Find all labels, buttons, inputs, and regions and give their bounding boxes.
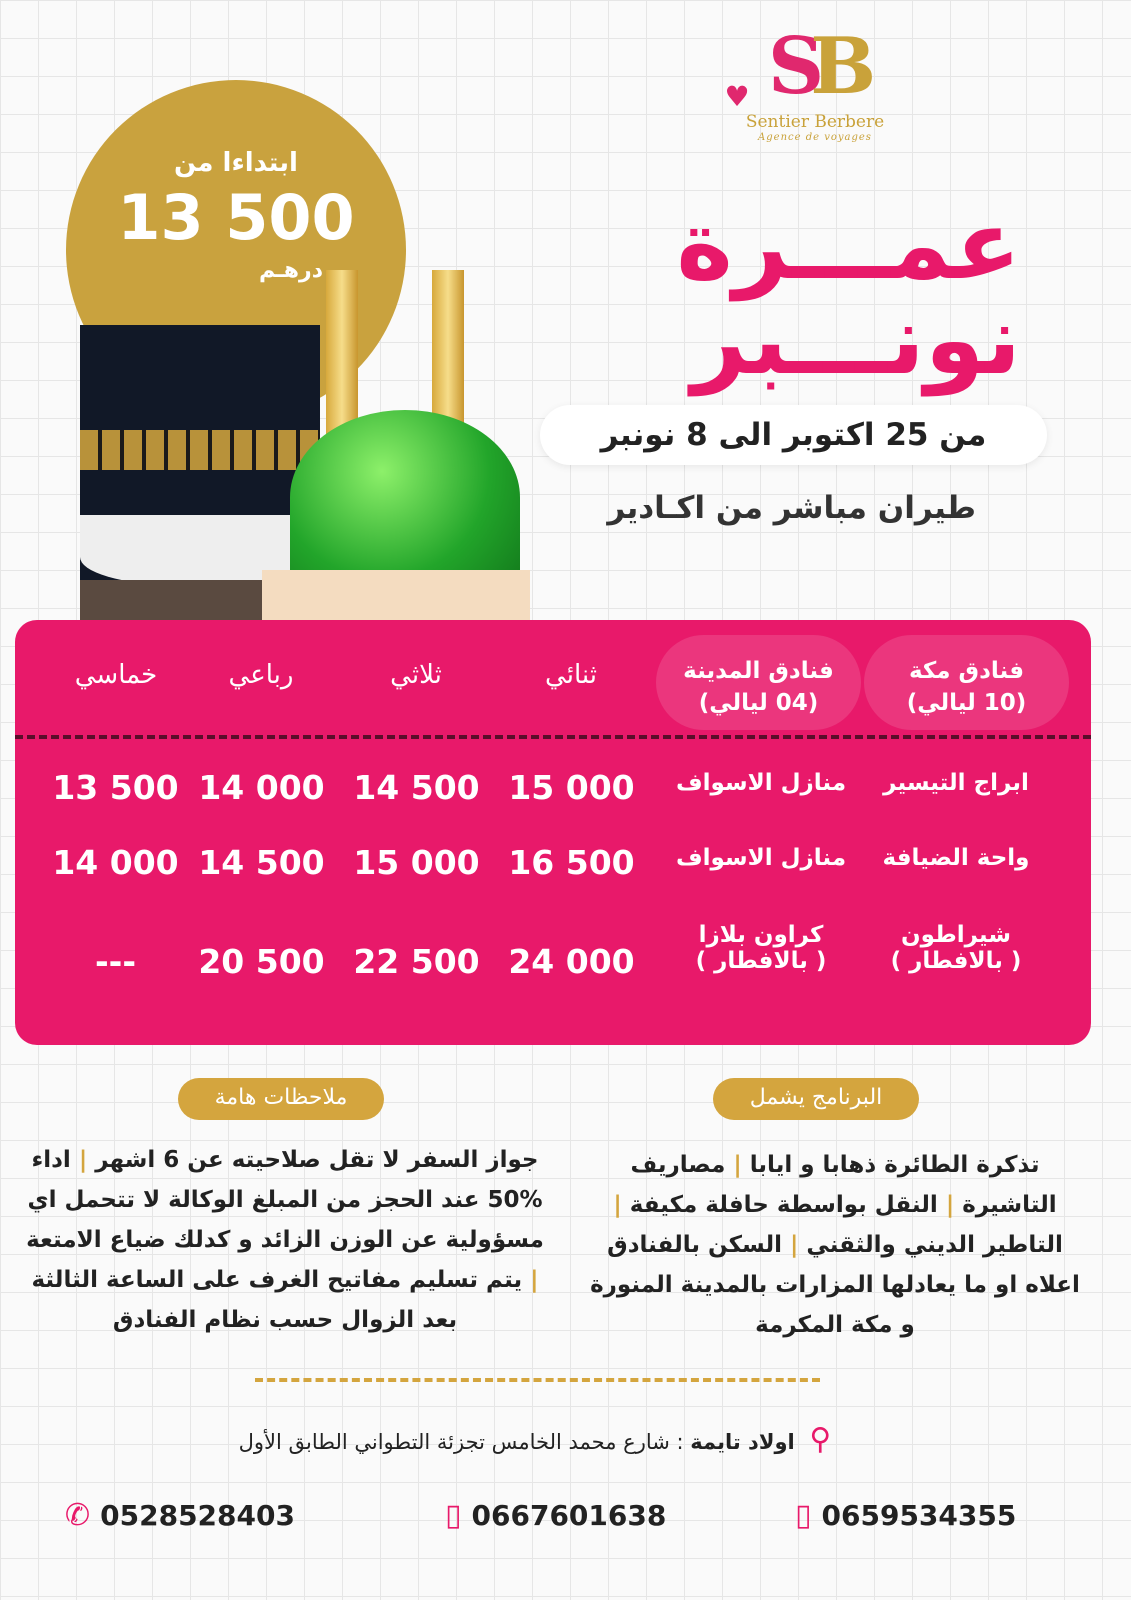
currency: درهـم [259,258,323,283]
price-double: 24 000 [508,942,635,981]
address-text: : شارع محمد الخامس تجزئة التطواني الطابق الأول [238,1430,684,1454]
price-quad: 14 500 [198,843,325,882]
price-triple: 14 500 [353,768,480,807]
starting-price: 13 500 [117,181,355,254]
phone-3[interactable]: ✆ 0528528403 [65,1498,295,1533]
price-table [15,620,1091,1045]
program-text: تذكرة الطائرة ذهابا و ايابا | مصاريف التاشيرة | النقل بواسطة حافلة مكيفة | التاطير الديني والثقني | السكن بالفنادق اعلاه او ما يعادلها المزارات بالمدينة المنورة و مكة المكرمة [590,1152,1080,1338]
price-quad: 20 500 [198,942,325,981]
price-double: 15 000 [508,768,635,807]
price-quint: 14 000 [52,843,179,882]
price-double: 16 500 [508,843,635,882]
makkah-hotel: شيراطون ( بالافطار ) [890,922,1022,974]
notes-text: جواز السفر لا تقل صلاحيته عن 6 اشهر | اداء 50% عند الحجز من المبلغ الوكالة لا تتحمل اي مسؤولية عن الوزن الزائد و كدلك ضياع الامتعة | يتم تسليم مفاتيح الغرف على الساعة الثالثة بعد الزوال حسب نظام الفنادق [26,1147,544,1333]
divider [15,735,1091,739]
agency-logo [720,22,910,157]
madinah-hotel: كراون بلازا ( بالافطار ) [695,922,827,974]
trip-dates: من 25 اكتوبر الى 8 نونبر [540,405,1047,465]
price-triple: 22 500 [353,942,480,981]
mobile-phone-icon: ▯ [795,1498,812,1533]
price-quint: 13 500 [52,768,179,807]
logo-monogram: SB [767,21,863,112]
address-city: اولاد تايمة [690,1430,795,1454]
mosque-base-illustration [262,570,530,620]
title-umrah: عمـــرة [676,189,1021,301]
phone-1[interactable]: ▯ 0659534355 [795,1498,1017,1533]
title-november: نونـــبر [691,284,1021,396]
makkah-hotel: ابراج التيسير [883,770,1029,796]
telephone-icon: ✆ [65,1498,91,1533]
madinah-hotel: منازل الاسواف [675,770,847,796]
green-dome-illustration [290,410,520,585]
heart-icon: ♥ [724,80,750,113]
notes-heading: ملاحظات هامة [178,1078,384,1120]
header-triple: ثلاثي [390,660,442,690]
makkah-hotel: واحة الضيافة [882,845,1030,871]
location-pin-icon: ⚲ [809,1422,832,1457]
header-double: ثنائي [545,660,597,690]
header-madinah-hotels: فنادق المدينة (04 ليالي) [656,635,861,730]
header-makkah-hotels: فنادق مكة (10 ليالي) [864,635,1069,730]
price-quint: --- [94,942,137,981]
divider [255,1378,820,1382]
mobile-phone-icon: ▯ [445,1498,462,1533]
price-triple: 15 000 [353,843,480,882]
header-quad: رباعي [228,660,294,690]
logo-name: Sentier Berbere [745,112,885,132]
program-heading: البرنامج يشمل [713,1078,919,1120]
logo-tagline: Agence de voyages [758,132,872,143]
price-quad: 14 000 [198,768,325,807]
phone-2[interactable]: ▯ 0667601638 [445,1498,667,1533]
madinah-hotel: منازل الاسواف [675,845,847,871]
header-quint: خماسي [74,660,158,690]
address [170,1422,900,1457]
flight-info: طيران مباشر من اكـادير [607,490,976,526]
price-label: ابتداءا من [174,148,298,178]
